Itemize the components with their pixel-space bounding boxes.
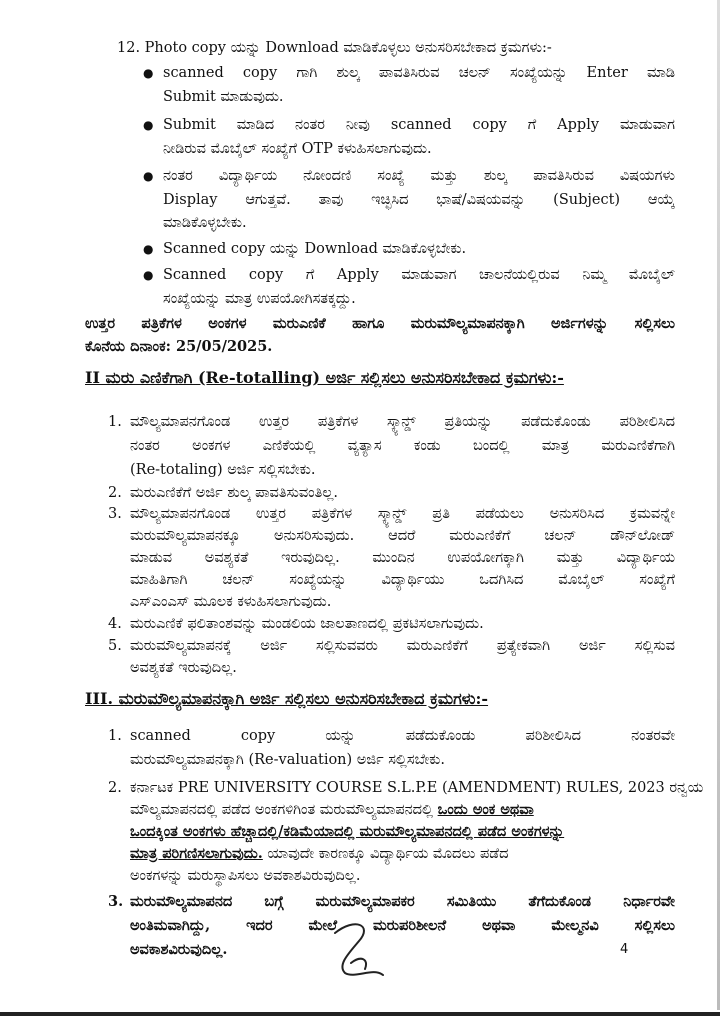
list-number: 3. (108, 506, 122, 522)
s3-item-1-line-1: scanned copy ಯನ್ನು ಪಡೆದುಕೊಂಡು ಪರಿಶೀಲಿಸಿದ ನಂತರವೇ (130, 728, 675, 744)
deadline-line-1: ಉತ್ತರ ಪತ್ರಿಕೆಗಳ ಅಂಕಗಳ ಮರುಎಣಿಕೆ ಹಾಗೂ ಮರುಮೌಲ್ಯಮಾಪನಕ್ಕಾಗಿ ಅರ್ಜಿಗಳನ್ನು ಸಲ್ಲಿಸಲು (85, 315, 675, 332)
s3-item-3-line-3: ಅವಕಾಶವಿರುವುದಿಲ್ಲ. (130, 941, 228, 958)
bullet-2-line-2: ನೀಡಿರುವ ಮೊಬೈಲ್ ಸಂಖ್ಯೆಗೆ OTP ಕಳುಹಿಸಲಾಗುವುದು. (163, 141, 432, 157)
bullet-2-line-1: Submit ಮಾಡಿದ ನಂತರ ನೀವು scanned copy ಗೆ Apply ಮಾಡುವಾಗ (163, 117, 675, 133)
list-number: 5. (108, 638, 122, 654)
s2-item-2-line-1: ಮರುಎಣಿಕೆಗೆ ಅರ್ಜಿ ಶುಲ್ಕ ಪಾವತಿಸುವಂತಿಲ್ಲ. (130, 485, 339, 501)
s3-item-2-line-4-emphasis: ಮಾತ್ರ ಪರಿಗಣಿಸಲಾಗುವುದು. (130, 845, 263, 862)
list-number: 3. (108, 893, 124, 910)
s3-item-2-line-3: ಒಂದಕ್ಕಿಂತ ಅಂಕಗಳು ಹೆಚ್ಚಾದಲ್ಲಿ/ಕಡಿಮೆಯಾದಲ್ಲಿ ಮರುಮೌಲ್ಯಮಾಪನದಲ್ಲಿ ಪಡೆದ ಅಂಕಗಳನ್ನು (130, 823, 565, 840)
s2-item-5-line-1: ಮರುಮೌಲ್ಯಮಾಪನಕ್ಕೆ ಅರ್ಜಿ ಸಲ್ಲಿಸುವವರು ಮರುಎಣಿಕೆಗೆ ಪ್ರತ್ಯೇಕವಾಗಿ ಅರ್ಜಿ ಸಲ್ಲಿಸುವ (130, 638, 675, 654)
s2-item-3-line-3: ಮಾಡುವ ಅವಶ್ಯಕತೆ ಇರುವುದಿಲ್ಲ. ಮುಂದಿನ ಉಪಯೋಗಕ್ಕಾಗಿ ಮತ್ತು ವಿದ್ಯಾರ್ಥಿಯ (130, 550, 675, 566)
bullet-5-line-2: ಸಂಖ್ಯೆಯನ್ನು ಮಾತ್ರ ಉಪಯೋಗಿಸತಕ್ಕದ್ದು. (163, 291, 356, 307)
section-12-title: 12. Photo copy ಯನ್ನು Download ಮಾಡಿಕೊಳ್ಳಲು ಅನುಸರಿಸಬೇಕಾದ ಕ್ರಮಗಳು:- (117, 40, 552, 56)
s3-item-2-line-2 (130, 800, 534, 820)
handwritten-signature (325, 915, 395, 985)
bullet-dot: ● (143, 66, 154, 80)
s3-item-2-line-5: ಅಂಕಗಳನ್ನು ಮರುಸ್ಥಾಪಿಸಲು ಅವಕಾಶವಿರುವುದಿಲ್ಲ. (130, 868, 361, 884)
section-3-heading: III. ಮರುಮೌಲ್ಯಮಾಪನಕ್ಕಾಗಿ ಅರ್ಜಿ ಸಲ್ಲಿಸಲು ಅನುಸರಿಸಬೇಕಾದ ಕ್ರಮಗಳು:- (85, 689, 489, 708)
bullet-dot: ● (143, 242, 154, 256)
section-2-heading: II ಮರು ಎಣಿಕೆಗಾಗಿ (Re-totalling) ಅರ್ಜಿ ಸಲ್ಲಿಸಲು ಅನುಸರಿಸಬೇಕಾದ ಕ್ರಮಗಳು:- (85, 368, 564, 387)
bullet-dot: ● (143, 169, 154, 183)
bullet-dot: ● (143, 268, 154, 282)
s2-item-1-line-2: ನಂತರ ಅಂಕಗಳ ಎಣಿಕೆಯಲ್ಲಿ ವ್ಯತ್ಯಾಸ ಕಂಡು ಬಂದಲ್ಲಿ ಮಾತ್ರ ಮರುಎಣಿಕೆಗಾಗಿ (130, 438, 675, 454)
s2-item-3-line-2: ಮರುಮೌಲ್ಯಮಾಪನಕ್ಕೂ ಅನುಸರಿಸುವುದು. ಆದರೆ ಮರುಎಣಿಕೆಗೆ ಚಲನ್ ಡೌನ್‌ಲೋಡ್ (130, 528, 675, 544)
list-number: 2. (108, 485, 122, 501)
s3-item-2-line-2-emphasis: ಒಂದು ಅಂಕ ಅಥವಾ (437, 801, 534, 818)
s2-item-4-line-1: ಮರುಎಣಿಕೆ ಫಲಿತಾಂಶವನ್ನು ಮಂಡಲಿಯ ಜಾಲತಾಣದಲ್ಲಿ ಪ್ರಕಟಿಸಲಾಗುವುದು. (130, 616, 484, 632)
s3-item-2-line-4 (130, 844, 508, 864)
bottom-scan-border (0, 1012, 720, 1016)
bullet-3-line-1: ನಂತರ ವಿದ್ಯಾರ್ಥಿಯ ನೋಂದಣಿ ಸಂಖ್ಯೆ ಮತ್ತು ಶುಲ್ಕ ಪಾವತಿಸಿರುವ ವಿಷಯಗಳು (163, 168, 675, 184)
s3-item-2-line-1: ಕರ್ನಾಟಕ PRE UNIVERSITY COURSE S.L.P.E (AMENDMENT) RULES, 2023 ರನ್ವಯ (130, 780, 704, 796)
s2-item-5-line-2: ಅವಶ್ಯಕತೆ ಇರುವುದಿಲ್ಲ. (130, 660, 237, 676)
s2-item-1-line-1: ಮೌಲ್ಯಮಾಪನಗೊಂಡ ಉತ್ತರ ಪತ್ರಿಕೆಗಳ ಸ್ಕ್ಯಾನ್ಡ್ ಪ್ರತಿಯನ್ನು ಪಡೆದುಕೊಂಡು ಪರಿಶೀಲಿಸಿದ (130, 414, 675, 430)
list-number: 2. (108, 780, 122, 796)
s3-item-2-line-4-plain: ಯಾವುದೇ ಕಾರಣಕ್ಕೂ ವಿದ್ಯಾರ್ಥಿಯ ಮೊದಲು ಪಡೆದ (262, 846, 509, 862)
deadline-line-2: ಕೊನೆಯ ದಿನಾಂಕ: 25/05/2025. (85, 338, 273, 355)
bullet-4-line-1: Scanned copy ಯನ್ನು Download ಮಾಡಿಕೊಳ್ಳಬೇಕು. (163, 241, 467, 257)
s2-item-3-line-5: ಎಸ್‌ಎಂಎಸ್ ಮೂಲಕ ಕಳುಹಿಸಲಾಗುವುದು. (130, 594, 332, 610)
list-number: 1. (108, 414, 122, 430)
s3-item-3-line-2: ಅಂತಿಮವಾಗಿದ್ದು, ಇದರ ಮೇಲೆ ಮರುಪರಿಶೀಲನೆ ಅಥವಾ ಮೇಲ್ಮನವಿ ಸಲ್ಲಿಸಲು (130, 917, 675, 934)
s3-item-3-line-1: ಮರುಮೌಲ್ಯಮಾಪನದ ಬಗ್ಗೆ ಮರುಮೌಲ್ಯಮಾಪಕರ ಸಮಿತಿಯು ತೆಗೆದುಕೊಂಡ ನಿರ್ಧಾರವೇ (130, 893, 675, 910)
s2-item-1-line-3: (Re-totaling) ಅರ್ಜಿ ಸಲ್ಲಿಸಬೇಕು. (130, 462, 316, 478)
s2-item-3-line-1: ಮೌಲ್ಯಮಾಪನಗೊಂಡ ಉತ್ತರ ಪತ್ರಿಕೆಗಳ ಸ್ಕ್ಯಾನ್ಡ್ ಪ್ರತಿ ಪಡೆಯಲು ಅನುಸರಿಸಿದ ಕ್ರಮವನ್ನೇ (130, 506, 675, 522)
list-number: 1. (108, 728, 122, 744)
s2-item-3-line-4: ಮಾಹಿತಿಗಾಗಿ ಚಲನ್ ಸಂಖ್ಯೆಯನ್ನು ವಿದ್ಯಾರ್ಥಿಯು ಒದಗಿಸಿದ ಮೊಬೈಲ್ ಸಂಖ್ಯೆಗೆ (130, 572, 675, 588)
bullet-1-line-1: scanned copy ಗಾಗಿ ಶುಲ್ಕ ಪಾವತಿಸಿರುವ ಚಲನ್ ಸಂಖ್ಯೆಯನ್ನು Enter ಮಾಡಿ (163, 65, 675, 81)
s3-item-2-line-2-plain: ಮೌಲ್ಯಮಾಪನದಲ್ಲಿ ಪಡೆದ ಅಂಕಗಳಿಗಿಂತ ಮರುಮೌಲ್ಯಮಾಪನದಲ್ಲಿ (130, 802, 438, 818)
bullet-3-line-3: ಮಾಡಿಕೊಳ್ಳಬೇಕು. (163, 215, 247, 231)
bullet-dot: ● (143, 118, 154, 132)
bullet-1-line-2: Submit ಮಾಡುವುದು. (163, 89, 284, 105)
s3-item-1-line-2: ಮರುಮೌಲ್ಯಮಾಪನಕ್ಕಾಗಿ (Re-valuation) ಅರ್ಜಿ ಸಲ್ಲಿಸಬೇಕು. (130, 752, 445, 768)
list-number: 4. (108, 616, 122, 632)
page-number: 4 (620, 942, 629, 957)
bullet-3-line-2: Display ಆಗುತ್ತವೆ. ತಾವು ಇಚ್ಛಿಸಿದ ಭಾಷೆ/ವಿಷಯವನ್ನು (Subject) ಆಯ್ಕೆ (163, 192, 675, 208)
bullet-5-line-1: Scanned copy ಗೆ Apply ಮಾಡುವಾಗ ಚಾಲನೆಯಲ್ಲಿರುವ ನಿಮ್ಮ ಮೊಬೈಲ್ (163, 267, 675, 283)
